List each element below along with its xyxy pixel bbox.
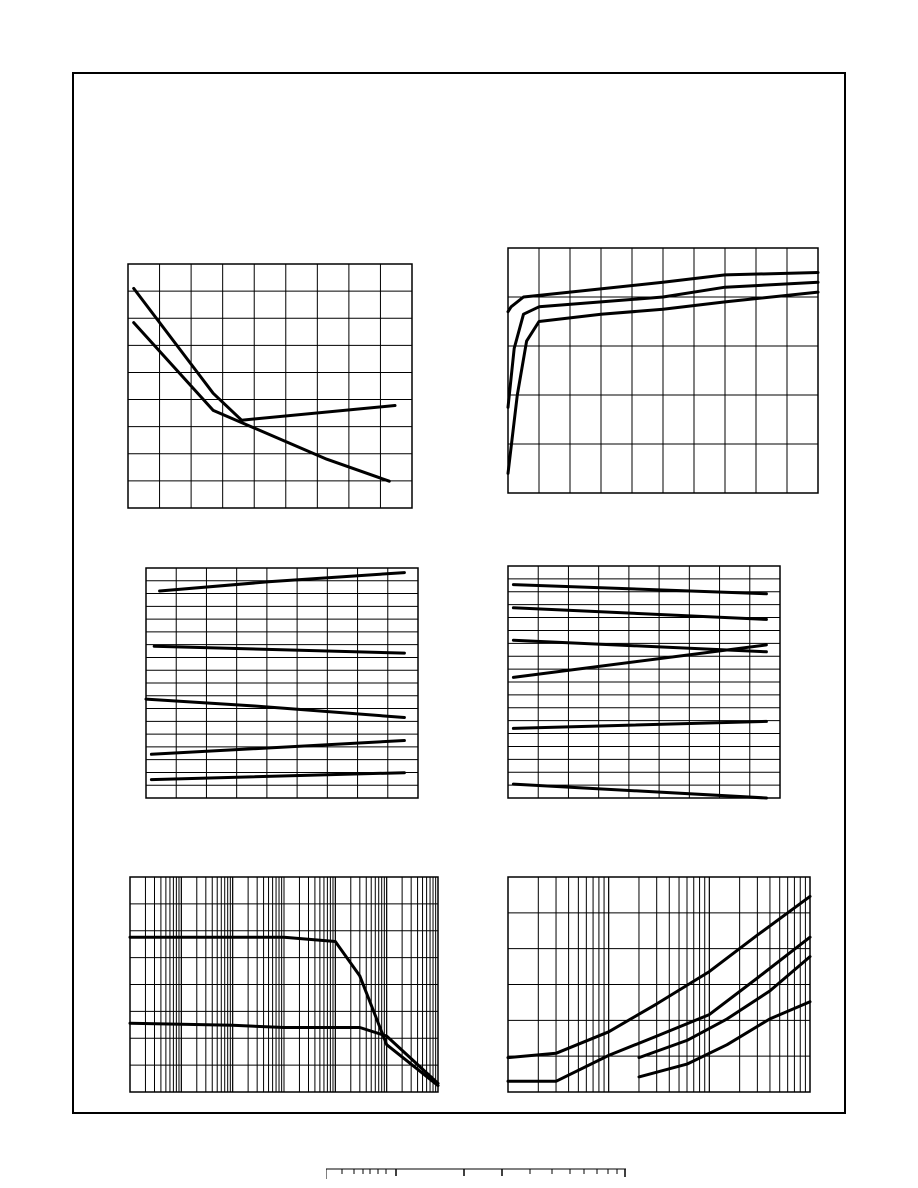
chart-2 <box>508 248 818 493</box>
chart-4 <box>508 566 780 798</box>
footer-scale <box>326 1168 628 1180</box>
chart-5 <box>130 877 438 1092</box>
chart-3 <box>146 568 418 798</box>
chart-6 <box>508 877 810 1092</box>
chart-1 <box>128 264 412 508</box>
plot-frame <box>128 264 412 508</box>
